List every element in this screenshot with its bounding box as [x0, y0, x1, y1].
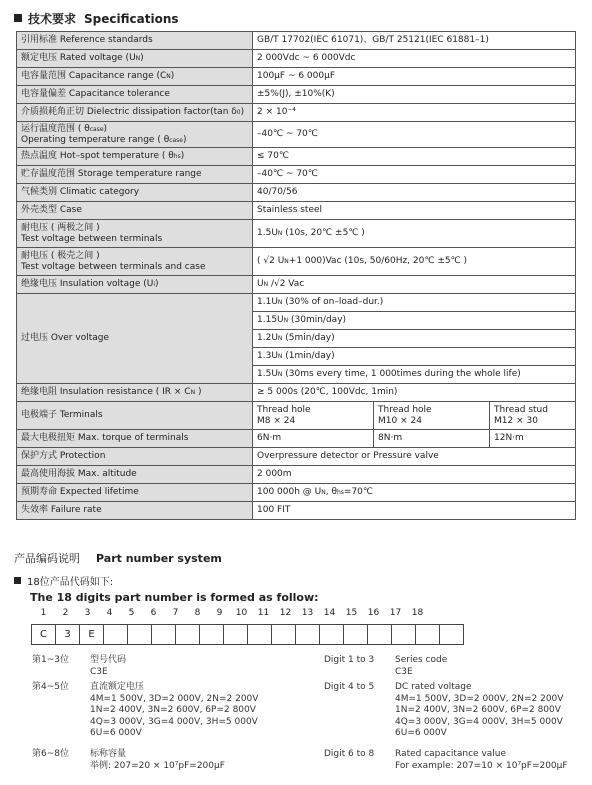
table-row: [17, 68, 576, 86]
cn-block-label: 第4~5位: [32, 682, 69, 692]
table-row: [17, 32, 576, 50]
bullet-square-icon: [14, 577, 21, 584]
row-value: 2 000m: [253, 466, 576, 484]
row-value: 1.5UN (10s, 20℃ ±5℃ ): [253, 220, 576, 248]
digit-box: E: [79, 624, 104, 645]
table-row: [17, 122, 576, 148]
en-block-text: DC rated voltage 4M=1 500V, 3D=2 000V, 2N=2 200V 1N=2 400V, 3N=2 600V, 6P=2 800V 4Q=3 000V, 3G=4 000V, 3H=5 000V 6U=6 000V: [395, 682, 564, 738]
row-value: Stainless steel: [253, 202, 576, 220]
digit-number: 11: [257, 608, 270, 618]
digit-box: [199, 624, 224, 645]
terminal-cell: Thread hole M8 × 24: [253, 402, 374, 430]
cn-block-text: 标称容量 举例: 207=20 × 10⁷pF=200μF: [90, 749, 225, 771]
row-value: ( √2 UN+1 000)Vac (10s, 50/60Hz, 20℃ ±5℃ ): [253, 248, 576, 276]
specifications-heading: [14, 10, 179, 27]
digit-number: 14: [323, 608, 336, 618]
digit-box: [319, 624, 344, 645]
torque-cell: 6N·m: [253, 430, 374, 448]
row-label: 外壳类型 Case: [17, 202, 253, 220]
row-value: GB/T 17702(IEC 61071)、GB/T 25121(IEC 61881–1): [253, 32, 576, 50]
torque-cell: 12N·m: [490, 430, 576, 448]
digit-box: [367, 624, 392, 645]
row-label: 保护方式 Protection: [17, 448, 253, 466]
row-value: Overpressure detector or Pressure valve: [253, 448, 576, 466]
part-number-bullet: 18位产品代码如下:: [14, 573, 113, 588]
digit-box: [295, 624, 320, 645]
cn-block-label: 第6~8位: [32, 749, 69, 759]
table-row: [17, 248, 576, 276]
row-label: 预期寿命 Expected lifetime: [17, 484, 253, 502]
table-row: [17, 384, 576, 402]
digit-box: [247, 624, 272, 645]
row-label: 贮存温度范围 Storage temperature range: [17, 166, 253, 184]
digit-box: [127, 624, 152, 645]
table-row: [17, 202, 576, 220]
digit-number: 2: [62, 608, 69, 618]
row-label: 失效率 Failure rate: [17, 502, 253, 520]
row-value: ≤ 70℃: [253, 148, 576, 166]
cn-block-text: 型号代码 C3E: [90, 655, 127, 677]
row-value: 2 000Vdc ~ 6 000Vdc: [253, 50, 576, 68]
row-label: 额定电压 Rated voltage (UN): [17, 50, 253, 68]
cn-block-text: 直流额定电压 4M=1 500V, 3D=2 000V, 2N=2 200V 1N=2 400V, 3N=2 600V, 6P=2 800V 4Q=3 000V, 3G=4 000V, 3H=5 000V 6U=6 000V: [90, 682, 259, 738]
row-value: 100 FIT: [253, 502, 576, 520]
part-title-cn: 产品编码说明: [14, 552, 80, 565]
table-row: [17, 86, 576, 104]
digit-number: 3: [84, 608, 91, 618]
digit-box: 3: [55, 624, 80, 645]
row-value: 1.2UN (5min/day): [253, 330, 576, 348]
torque-cell: 8N·m: [374, 430, 490, 448]
row-label: 最高使用海拔 Max. altitude: [17, 466, 253, 484]
table-row: [17, 502, 576, 520]
row-value: UN /√2 Vac: [253, 276, 576, 294]
row-label: 最大电极扭矩 Max. torque of terminals: [17, 430, 253, 448]
row-value: 1.1UN (30% of on–load–dur.): [253, 294, 576, 312]
en-block-label: Digit 6 to 8: [324, 749, 375, 759]
digit-box: [103, 624, 128, 645]
row-label: 电极端子 Terminals: [17, 402, 253, 430]
digit-number: 10: [235, 608, 248, 618]
digit-number: 17: [389, 608, 402, 618]
table-row: [17, 148, 576, 166]
row-value: ≥ 5 000s (20℃, 100Vdc, 1min): [253, 384, 576, 402]
row-value: ±5%(J), ±10%(K): [253, 86, 576, 104]
en-block-text: Rated capacitance value For example: 207=10 × 10⁷pF=200μF: [395, 749, 568, 771]
digit-number: 16: [367, 608, 380, 618]
row-value: 1.15UN (30min/day): [253, 312, 576, 330]
table-row: [17, 466, 576, 484]
row-label: 介质损耗角正切 Dielectric dissipation factor(tan δ0): [17, 104, 253, 122]
row-label: 运行温度范围 ( θcase) Operating temperature range ( θcase): [17, 122, 253, 148]
row-label: 绝缘电阻 Insulation resistance ( IR × CN ): [17, 384, 253, 402]
row-label: 耐电压 ( 极壳之间 ) Test voltage between terminals and case: [17, 248, 253, 276]
row-label: 引用标准 Reference standards: [17, 32, 253, 50]
table-row: [17, 402, 576, 430]
row-value: 100μF ~ 6 000μF: [253, 68, 576, 86]
digit-box: [223, 624, 248, 645]
digit-number: 1: [40, 608, 47, 618]
terminal-cell: Thread stud M12 × 30: [490, 402, 576, 430]
terminal-cell: Thread hole M10 × 24: [374, 402, 490, 430]
spec-title-cn: 技术要求: [28, 12, 77, 26]
digit-box: [175, 624, 200, 645]
digit-box: [271, 624, 296, 645]
row-value: –40℃ ~ 70℃: [253, 122, 576, 148]
table-row: [17, 294, 576, 312]
row-value: –40℃ ~ 70℃: [253, 166, 576, 184]
row-label: 电容量范围 Capacitance range (CN): [17, 68, 253, 86]
digit-box: [343, 624, 368, 645]
digit-number: 12: [279, 608, 292, 618]
row-label: 耐电压 ( 两极之间 ) Test voltage between terminals: [17, 220, 253, 248]
row-label: 气候类别 Climatic category: [17, 184, 253, 202]
row-value: 2 × 10⁻⁴: [253, 104, 576, 122]
table-row: [17, 430, 576, 448]
digit-number: 9: [216, 608, 223, 618]
digit-number: 15: [345, 608, 358, 618]
digit-number: 18: [411, 608, 424, 618]
en-block-label: Digit 1 to 3: [324, 655, 375, 665]
digit-number: 5: [128, 608, 135, 618]
table-row: [17, 220, 576, 248]
digit-number: 13: [301, 608, 314, 618]
table-row: [17, 104, 576, 122]
row-label: 过电压 Over voltage: [17, 294, 253, 384]
digit-number: 8: [194, 608, 201, 618]
part-number-formed-text: The 18 digits part number is formed as follow:: [30, 591, 319, 604]
digit-box: C: [31, 624, 56, 645]
row-label: 绝缘电压 Insulation voltage (Ui): [17, 276, 253, 294]
table-row: [17, 50, 576, 68]
part-number-heading: [14, 550, 222, 566]
spec-title-en: Specifications: [84, 12, 179, 26]
digit-box: [151, 624, 176, 645]
digit-box: [415, 624, 440, 645]
table-row: [17, 276, 576, 294]
part-title-en: Part number system: [96, 552, 222, 565]
row-label: 电容量偏差 Capacitance tolerance: [17, 86, 253, 104]
bullet-square-icon: [14, 14, 22, 22]
row-value: 1.5UN (30ms every time, 1 000times during the whole life): [253, 366, 576, 384]
digit-box: [391, 624, 416, 645]
digit-number: 7: [172, 608, 179, 618]
en-block-label: Digit 4 to 5: [324, 682, 375, 692]
digit-box-row: [32, 624, 464, 643]
digit-number: 6: [150, 608, 157, 618]
table-row: [17, 484, 576, 502]
table-row: [17, 184, 576, 202]
en-block-text: Series code C3E: [395, 655, 448, 677]
row-value: 100 000h @ UN, θhs=70℃: [253, 484, 576, 502]
row-value: 40/70/56: [253, 184, 576, 202]
digit-number: 4: [106, 608, 113, 618]
row-label: 热点温度 Hot–spot temperature ( θhs): [17, 148, 253, 166]
row-value: 1.3UN (1min/day): [253, 348, 576, 366]
cn-block-label: 第1~3位: [32, 655, 69, 665]
digit-box: [439, 624, 464, 645]
specifications-table: [16, 31, 576, 520]
table-row: [17, 166, 576, 184]
table-row: [17, 448, 576, 466]
